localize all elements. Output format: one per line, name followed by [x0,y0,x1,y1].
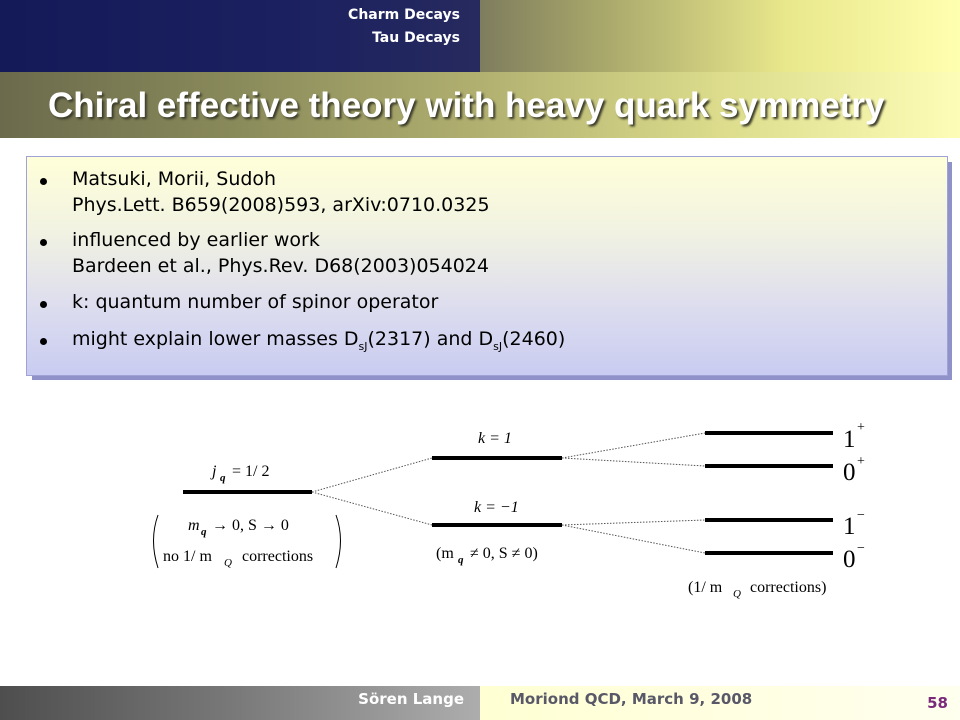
bullet-2-line-1: influenced by earlier work [72,229,320,251]
footer-author: Sören Lange [358,690,464,708]
state-1plus-sup: + [857,420,865,435]
bullet-4-post: (2460) [502,328,566,350]
corr-pre: (1/ m [688,579,723,596]
connector [562,520,705,525]
cond2-post: corrections [242,548,314,565]
state-1minus-sup: − [857,508,865,523]
connector [562,525,705,553]
footer-conference: Moriond QCD, March 9, 2008 [510,690,753,708]
jq-subscript: q [220,472,226,484]
bullet-1-line-2: Phys.Lett. B659(2008)593, arXiv:0710.0325 [72,194,490,216]
state-0minus-sup: − [857,541,865,556]
state-0plus: 0 [843,459,856,486]
state-0minus: 0 [843,546,856,573]
nav-item-tau-decays[interactable]: Tau Decays [372,30,460,46]
connector [312,492,432,525]
connector [562,433,705,458]
state-0plus-sup: + [857,454,865,469]
corr-post: corrections) [750,579,827,596]
corr-subscript: Q [733,588,741,600]
cond2-subscript: Q [224,557,232,569]
page-number: 58 [927,694,948,712]
k-1-label: k = −1 [474,499,519,516]
bullet-1-line-1: Matsuki, Morii, Sudoh [72,168,277,190]
split-pre: (m [436,545,454,562]
split-post: ≠ 0, S ≠ 0) [470,545,538,562]
bullet-4-mid: (2317) and D [367,328,494,350]
connector [312,458,432,492]
split-subscript: q [458,554,464,566]
cond2-pre: no 1/ m [163,548,212,565]
cond1-rest: → 0, S → 0 [212,517,289,534]
bullet-4-pre: might explain lower masses D [72,328,359,350]
nav-item-charm-decays[interactable]: Charm Decays [348,7,460,23]
bullet-4-sub-1: sJ [358,340,368,353]
cond1-subscript: q [201,526,207,538]
paren-left [154,515,159,568]
jq-label: j [212,463,217,480]
bullet-2-line-2: Bardeen et al., Phys.Rev. D68(2003)054024 [72,255,489,277]
bullet-4-sub-2: sJ [493,340,503,353]
state-1minus: 1 [843,513,856,540]
cond1-m: m [188,517,200,534]
connector [562,458,705,466]
slide-title: Chiral effective theory with heavy quark symmetry [48,86,885,125]
bullet-3-text: k: quantum number of spinor operator [72,291,439,313]
jq-value: = 1/ 2 [232,463,270,480]
paren-right [336,515,341,568]
state-1plus: 1 [843,426,856,453]
k1-label: k = 1 [478,430,512,447]
